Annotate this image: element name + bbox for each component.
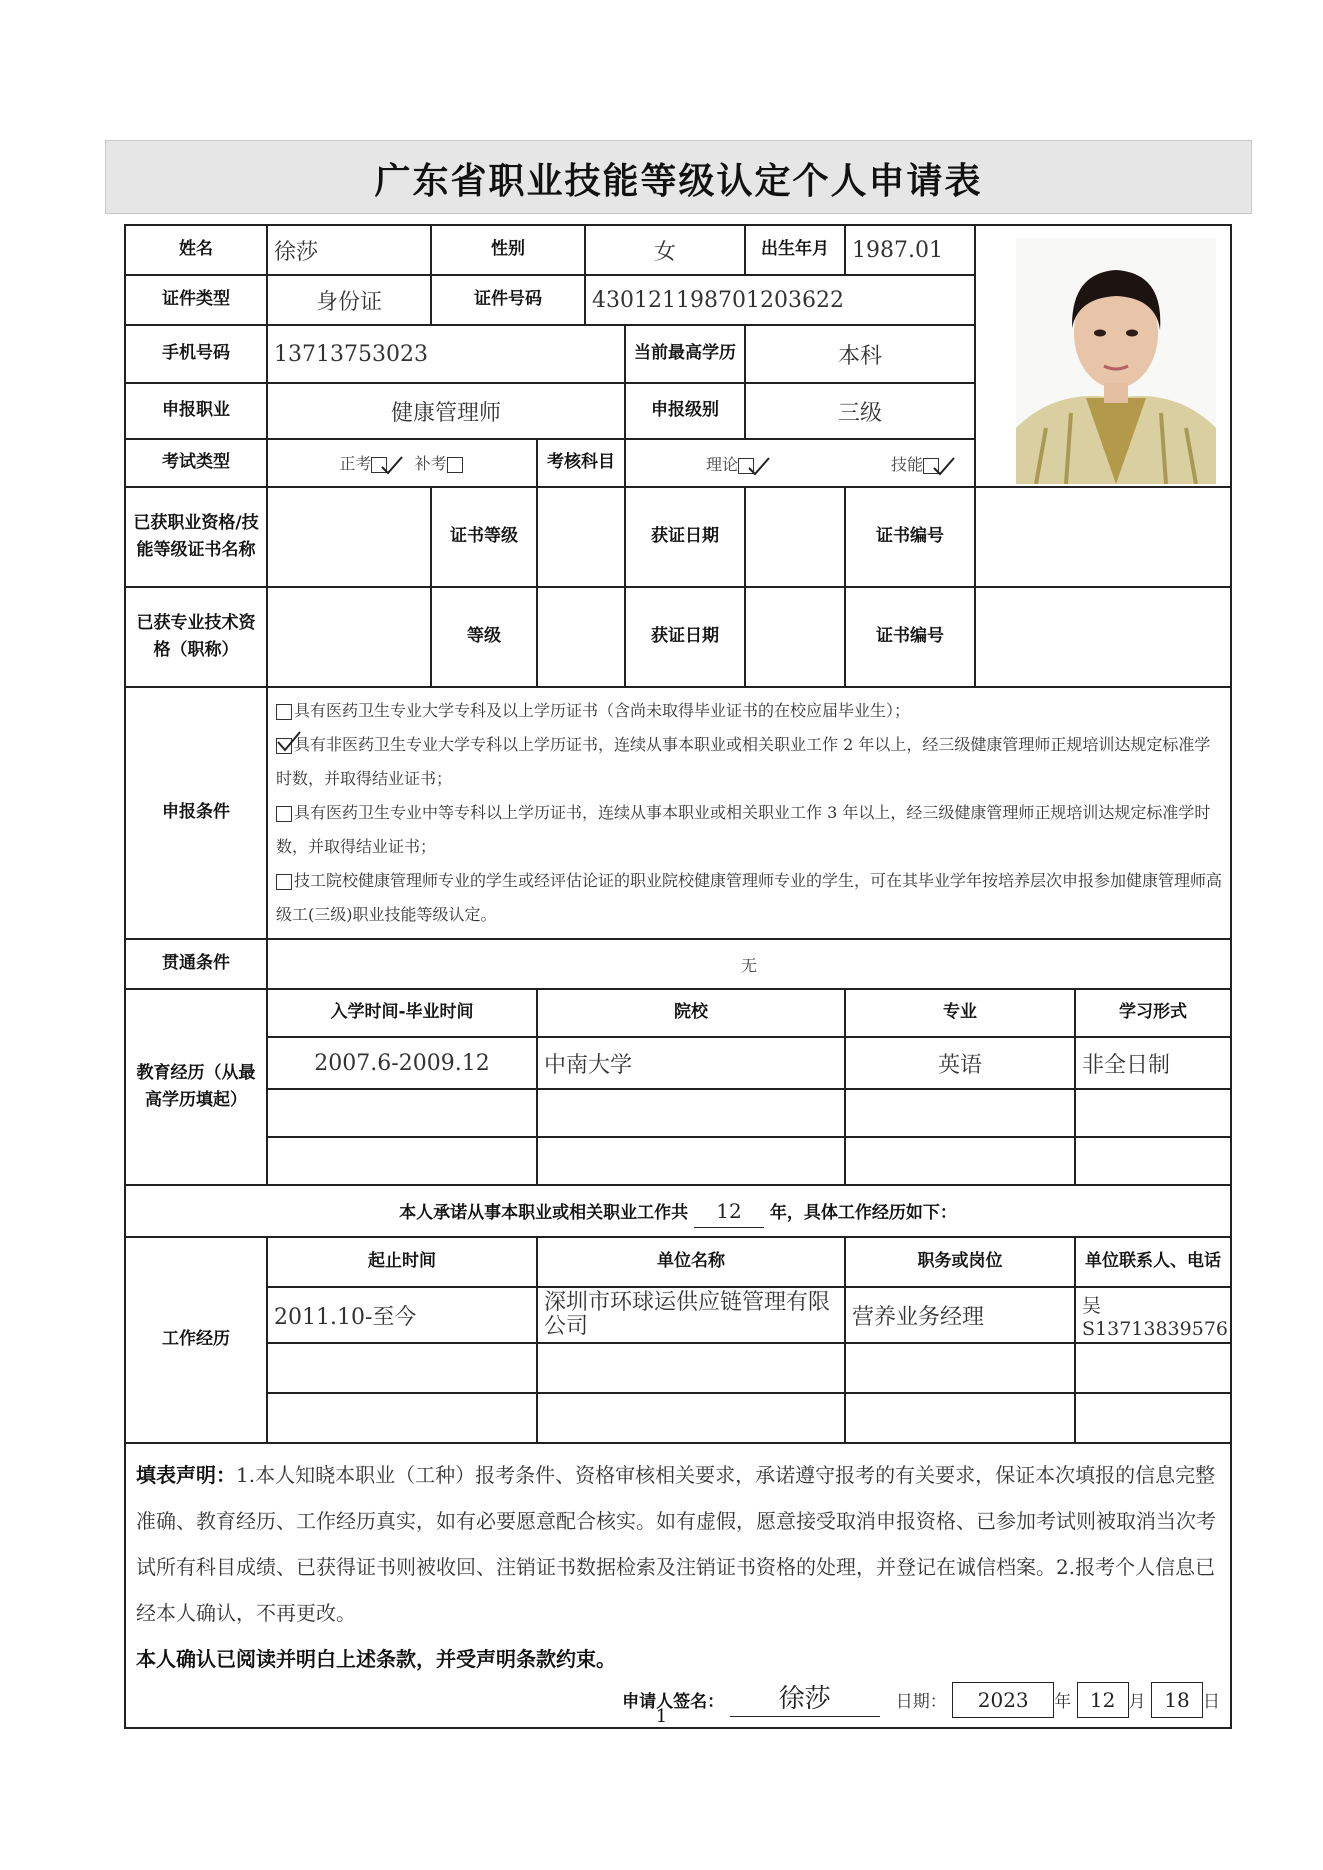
skill-text: 技能	[891, 455, 924, 474]
work-period[interactable]: 2011.10-至今	[267, 1287, 537, 1343]
declaration-heading: 填表声明：	[136, 1463, 236, 1487]
applicant-photo	[1016, 238, 1216, 484]
work-header-position: 职务或岗位	[845, 1237, 1075, 1287]
date-obtained-field-2[interactable]	[745, 587, 845, 687]
through-field[interactable]: 无	[267, 939, 1231, 989]
table-row	[125, 1137, 1231, 1185]
through-label: 贯通条件	[125, 939, 267, 989]
signature-field[interactable]: 徐莎	[730, 1682, 880, 1717]
phone-label: 手机号码	[125, 325, 267, 383]
edu-period-empty[interactable]	[267, 1089, 537, 1137]
phone-field[interactable]: 13713753023	[267, 325, 625, 383]
id-type-field[interactable]: 身份证	[267, 275, 431, 325]
work-company-empty[interactable]	[537, 1393, 845, 1443]
cert-number-field-2[interactable]	[975, 587, 1231, 687]
work-period-empty[interactable]	[267, 1343, 537, 1393]
title-band	[105, 140, 1252, 214]
signature-label: 申请人签名：	[622, 1692, 725, 1712]
checkmark-icon	[276, 730, 302, 754]
edu-header-period: 入学时间-毕业时间	[267, 989, 537, 1037]
edu-header-school: 院校	[537, 989, 845, 1037]
name-field[interactable]: 徐莎	[267, 225, 431, 275]
condition-item[interactable]: 具有医药卫生专业中等专科以上学历证书，连续从事本职业或相关职业工作 3 年以上，经三级健康管理师正规培训达规定标准学时数，并取得结业证书；	[276, 803, 1211, 856]
cert-number-label: 证书编号	[845, 487, 975, 587]
id-number-label: 证件号码	[431, 275, 585, 325]
subject-options	[625, 439, 975, 487]
work-contact[interactable]: 吴S13713839576	[1075, 1287, 1231, 1343]
exam-type-options	[267, 439, 537, 487]
edu-mode-empty[interactable]	[1075, 1089, 1231, 1137]
table-row	[125, 1393, 1231, 1443]
date-month-field[interactable]: 12	[1077, 1682, 1129, 1718]
date-year-field[interactable]: 2023	[952, 1682, 1054, 1718]
qual-cert-label: 已获职业资格/技能等级证书名称	[125, 487, 267, 587]
work-history-label: 工作经历	[125, 1237, 267, 1443]
condition-item[interactable]: 技工院校健康管理师专业的学生或经评估论证的职业院校健康管理师专业的学生，可在其毕业学年按培养层次申报参加健康管理师高级工(三级)职业技能等级认定。	[276, 871, 1223, 924]
work-position-empty[interactable]	[845, 1343, 1075, 1393]
date-obtained-label: 获证日期	[625, 487, 745, 587]
edu-major[interactable]: 英语	[845, 1037, 1075, 1089]
level-field[interactable]: 三级	[745, 383, 975, 439]
exam-type-label: 考试类型	[125, 439, 267, 487]
edu-school-empty[interactable]	[537, 1137, 845, 1185]
condition-checkbox[interactable]	[276, 704, 292, 720]
edu-header-mode: 学习形式	[1075, 989, 1231, 1037]
page-number: 1	[655, 1706, 668, 1727]
gender-field[interactable]: 女	[585, 225, 745, 275]
subject-label: 考核科目	[537, 439, 625, 487]
work-period-empty[interactable]	[267, 1393, 537, 1443]
occupation-label: 申报职业	[125, 383, 267, 439]
cert-level-field[interactable]	[537, 487, 625, 587]
level-label: 申报级别	[625, 383, 745, 439]
prof-title-field[interactable]	[267, 587, 431, 687]
edu-school-empty[interactable]	[537, 1089, 845, 1137]
qual-cert-field[interactable]	[267, 487, 431, 587]
education-field[interactable]: 本科	[745, 325, 975, 383]
work-header-period: 起止时间	[267, 1237, 537, 1287]
work-header-company: 单位名称	[537, 1237, 845, 1287]
work-position[interactable]: 营养业务经理	[845, 1287, 1075, 1343]
condition-checkbox[interactable]	[276, 874, 292, 890]
checkmark-icon	[747, 456, 771, 476]
name-label: 姓名	[125, 225, 267, 275]
table-row	[125, 1287, 1231, 1343]
prof-title-label: 已获专业技术资格（职称）	[125, 587, 267, 687]
checkmark-icon	[932, 456, 956, 476]
declaration-body: 1.本人知晓本职业（工种）报考条件、资格审核相关要求，承诺遵守报考的有关要求，保证本次填报的信息完整准确、教育经历、工作经历真实，如有必要愿意配合核实。如有虚假，愿意接受取消申报资格、已参加考试则被取消当次考试所有科目成绩、已获得证书则被收回、注销证书数据检索及注销证书资格的处理，并登记在诚信档案。2.报考个人信息已经本人确认，不再更改。	[136, 1463, 1216, 1625]
table-row	[125, 1343, 1231, 1393]
work-years-statement: 本人承诺从事本职业或相关职业工作共 12 年，具体工作经历如下：	[125, 1185, 1231, 1237]
grade-field[interactable]	[537, 587, 625, 687]
birth-field[interactable]: 1987.01	[845, 225, 975, 275]
photo-cell	[975, 225, 1231, 487]
application-form	[124, 224, 1232, 1729]
work-contact-empty[interactable]	[1075, 1393, 1231, 1443]
occupation-field[interactable]: 健康管理师	[267, 383, 625, 439]
declaration	[125, 1443, 1231, 1728]
work-header-contact: 单位联系人、电话	[1075, 1237, 1231, 1287]
cert-number-label-2: 证书编号	[845, 587, 975, 687]
edu-mode-empty[interactable]	[1075, 1137, 1231, 1185]
edu-period-empty[interactable]	[267, 1137, 537, 1185]
condition-checkbox[interactable]	[276, 806, 292, 822]
date-obtained-field[interactable]	[745, 487, 845, 587]
education-label: 当前最高学历	[625, 325, 745, 383]
edu-major-empty[interactable]	[845, 1089, 1075, 1137]
signature-row: 申请人签名： 徐莎 日期： 2023 年 12 月 18 日	[136, 1682, 1220, 1719]
grade-label: 等级	[431, 587, 537, 687]
edu-major-empty[interactable]	[845, 1137, 1075, 1185]
table-row	[125, 1037, 1231, 1089]
makeup-exam-checkbox[interactable]	[447, 457, 463, 473]
edu-header-major: 专业	[845, 989, 1075, 1037]
education-history-label: 教育经历（从最高学历填起）	[125, 989, 267, 1185]
condition-item[interactable]: 具有非医药卫生专业大学专科以上学历证书，连续从事本职业或相关职业工作 2 年以上，经三级健康管理师正规培训达规定标准学时数，并取得结业证书；	[276, 728, 1222, 796]
table-row	[125, 1089, 1231, 1137]
cert-number-field[interactable]	[975, 487, 1231, 587]
declaration-text	[136, 1452, 1220, 1636]
theory-text: 理论	[706, 455, 739, 474]
declaration-confirm: 本人确认已阅读并明白上述条款，并受声明条款约束。	[136, 1647, 616, 1671]
edu-school[interactable]: 中南大学	[537, 1037, 845, 1089]
date-label: 日期：	[895, 1692, 947, 1712]
date-day-field[interactable]: 18	[1151, 1682, 1203, 1718]
work-company[interactable]: 深圳市环球运供应链管理有限公司	[537, 1287, 845, 1343]
edu-period[interactable]: 2007.6-2009.12	[267, 1037, 537, 1089]
work-position-empty[interactable]	[845, 1393, 1075, 1443]
edu-mode[interactable]: 非全日制	[1075, 1037, 1231, 1089]
work-years-field[interactable]: 12	[694, 1195, 764, 1228]
conditions-label: 申报条件	[125, 687, 267, 939]
cert-level-label: 证书等级	[431, 487, 537, 587]
regular-exam-text: 正考	[339, 454, 372, 474]
form-title: 广东省职业技能等级认定个人申请表	[374, 161, 983, 202]
birth-label: 出生年月	[745, 225, 845, 275]
conditions-list	[267, 687, 1231, 939]
id-number-field[interactable]: 430121198701203622	[585, 275, 975, 325]
date-obtained-label-2: 获证日期	[625, 587, 745, 687]
id-type-label: 证件类型	[125, 275, 267, 325]
condition-item[interactable]: 具有医药卫生专业大学专科及以上学历证书（含尚未取得毕业证书的在校应届毕业生）；	[276, 694, 1222, 728]
gender-label: 性别	[431, 225, 585, 275]
work-company-empty[interactable]	[537, 1343, 845, 1393]
checkmark-icon	[380, 455, 404, 475]
work-contact-empty[interactable]	[1075, 1343, 1231, 1393]
makeup-exam-text: 补考	[414, 454, 447, 474]
